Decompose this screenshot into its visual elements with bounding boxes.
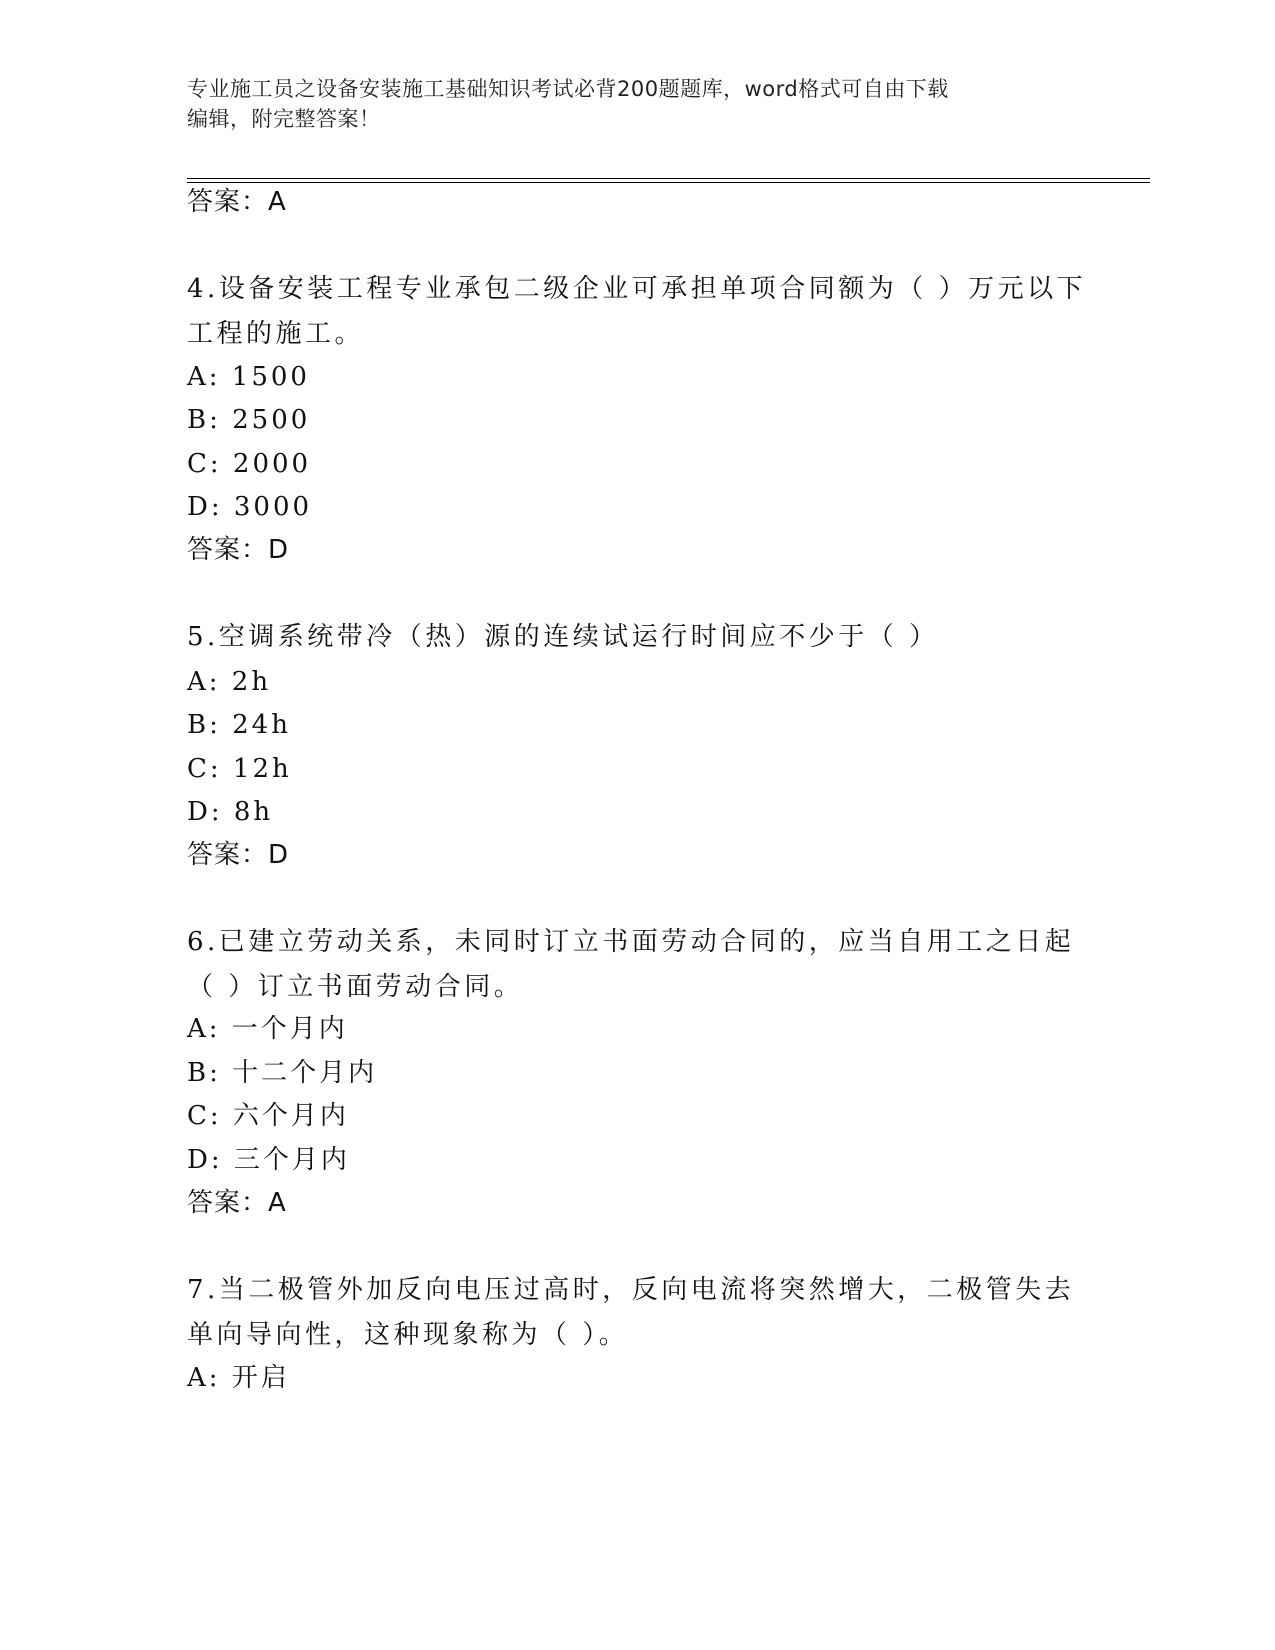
document-header <box>187 74 1067 134</box>
header-divider-bottom <box>187 182 1150 183</box>
question-4-option-b: B: 2500 <box>187 405 311 435</box>
question-6-option-c: C: 六个月内 <box>187 1101 349 1131</box>
question-6-text: 6.已建立劳动关系，未同时订立书面劳动合同的，应当自用工之日起（ ）订立书面劳动合同。 <box>187 927 1075 1002</box>
question-6-option-b: B: 十二个月内 <box>187 1058 378 1088</box>
question-5-option-c: C: 12h <box>187 754 292 784</box>
question-7-text: 7.当二极管外加反向电压过高时，反向电流将突然增大，二极管失去单向导向性，这种现象称为（ ）。 <box>187 1275 1075 1350</box>
header-title-line-1: 专业施工员之设备安装施工基础知识考试必背200题题库，word格式可自由下载 <box>187 77 949 101</box>
question-7-option-a: A: 开启 <box>187 1363 290 1393</box>
question-5-text: 5.空调系统带冷（热）源的连续试运行时间应不少于（ ） <box>187 622 939 652</box>
question-4-answer: 答案：D <box>187 535 290 565</box>
question-4-text: 4.设备安装工程专业承包二级企业可承担单项合同额为（ ）万元以下工程的施工。 <box>187 274 1087 349</box>
question-5-answer: 答案：D <box>187 840 290 870</box>
header-divider-top <box>187 178 1150 179</box>
question-4-option-d: D: 3000 <box>187 492 313 522</box>
question-6-option-d: D: 三个月内 <box>187 1145 350 1175</box>
question-4-option-c: C: 2000 <box>187 449 312 479</box>
question-4-option-a: A: 1500 <box>187 362 310 392</box>
previous-answer: 答案：A <box>187 187 287 217</box>
question-5-option-a: A: 2h <box>187 667 272 697</box>
question-6-answer: 答案：A <box>187 1188 287 1218</box>
question-5-option-d: D: 8h <box>187 797 274 827</box>
header-title-line-2: 编辑，附完整答案！ <box>187 107 381 131</box>
question-5-option-b: B: 24h <box>187 710 291 740</box>
question-6-option-a: A: 一个月内 <box>187 1014 348 1044</box>
